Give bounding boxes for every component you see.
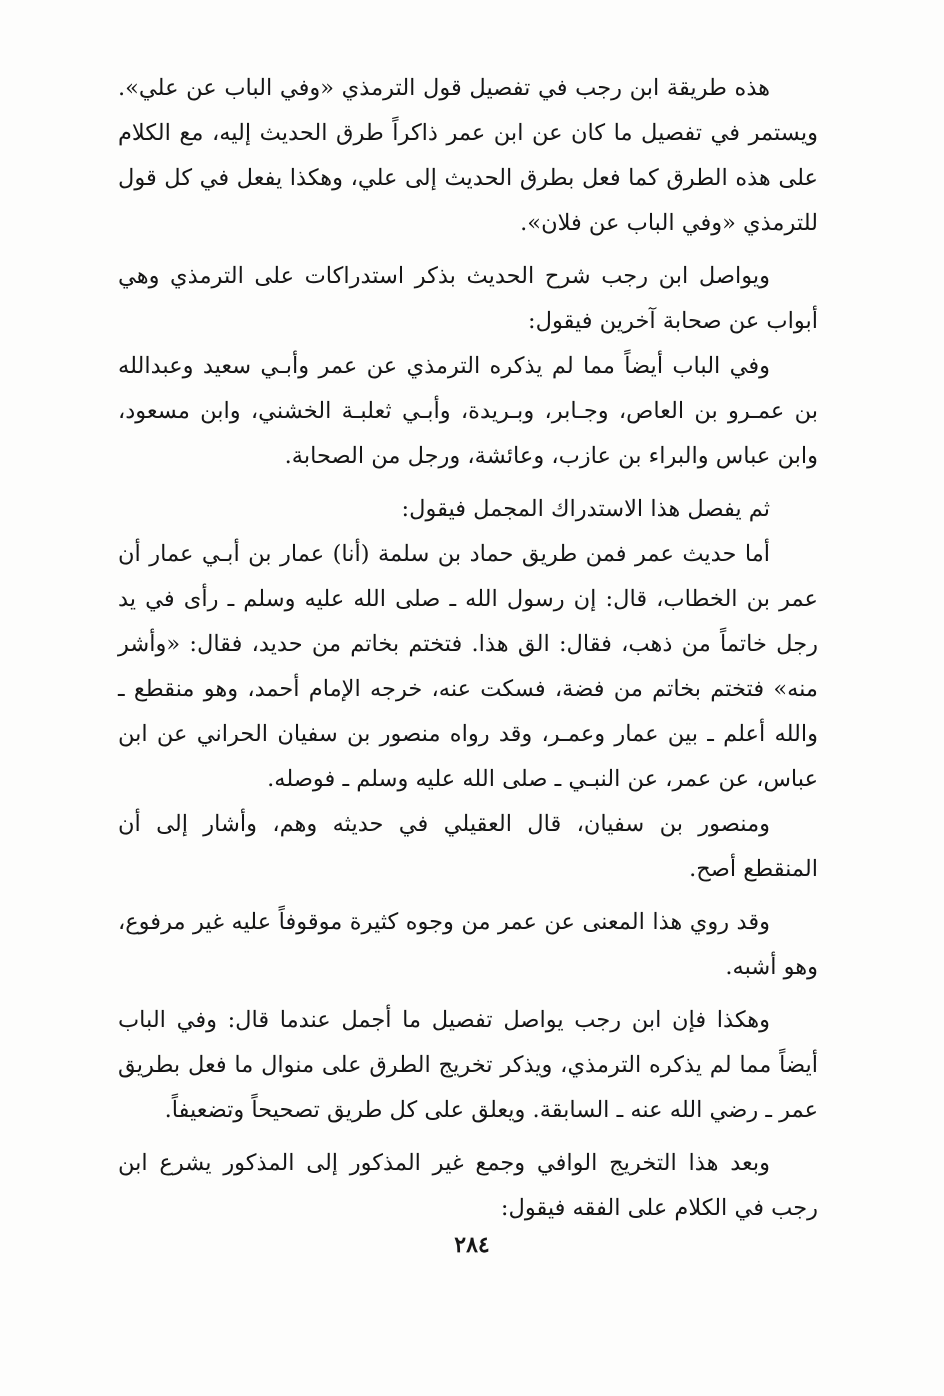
paragraph-9: وبعد هذا التخريج الوافي وجمع غير المذكور إلى المذكور يشرع ابن رجب في الكلام على الفقه فيقول:: [118, 1150, 818, 1221]
paragraph-5: أما حديث عمر فمن طريق حماد بن سلمة (أنا) عمار بن أبـي عمار أن عمر بن الخطاب، قال: إن رسول الله ـ صلى الله عليه وسلم ـ رأى في يد رجل خاتماً من ذهب، فقال: الق هذا. فتختم بخاتم من حديد، فقال: «وأشر منه» فتختم بخاتم من فضة، فسكت عنه، خرجه الإمام أحمد، وهو منقطع ـ والله أعلم ـ بين عمار وعمـر، وقد رواه منصور بن سفيان الحراني عن ابن عباس، عن عمر، عن النبـي ـ صلى الله عليه وسلم ـ فوصله.: [118, 541, 818, 792]
page-number: ٢٨٤: [454, 1232, 490, 1258]
paragraph-2: ويواصل ابن رجب شرح الحديث بذكر استدراكات على الترمذي وهي أبواب عن صحابة آخرين فيقول:: [118, 263, 818, 334]
paragraph-4: ثم يفصل هذا الاستدراك المجمل فيقول:: [401, 496, 770, 522]
body-text: [118, 66, 818, 1231]
paragraph-8: وهكذا فإن ابن رجب يواصل تفصيل ما أجمل عندما قال: وفي الباب أيضاً مما لم يذكره الترمذي، ويذكر تخريج الطرق على منوال ما فعل بطريق عمر ـ رضي الله عنه ـ السابقة. ويعلق على كل طريق تصحيحاً وتضعيفاً.: [118, 1007, 818, 1123]
paragraph-7: وقد روي هذا المعنى عن عمر من وجوه كثيرة موقوفاً عليه غير مرفوع، وهو أشبه.: [118, 909, 818, 980]
paragraph-3: وفي الباب أيضاً مما لم يذكره الترمذي عن عمر وأبـي سعيد وعبدالله بن عمـرو بن العاص، وجـابر، وبـريدة، وأبـي ثعلبـة الخشني، وابن مسعود، وابن عباس والبراء بن عازب، وعائشة، ورجل من الصحابة.: [118, 353, 818, 469]
paragraph-6: ومنصور بن سفيان، قال العقيلي في حديثه وهم، وأشار إلى أن المنقطع أصح.: [118, 811, 818, 882]
paragraph-1: هذه طريقة ابن رجب في تفصيل قول الترمذي «وفي الباب عن علي». ويستمر في تفصيل ما كان عن ابن عمر ذاكراً طرق الحديث إليه، مع الكلام على هذه الطرق كما فعل بطرق الحديث إلى علي، وهكذا يفعل في كل قول للترمذي «وفي الباب عن فلان».: [118, 75, 818, 236]
